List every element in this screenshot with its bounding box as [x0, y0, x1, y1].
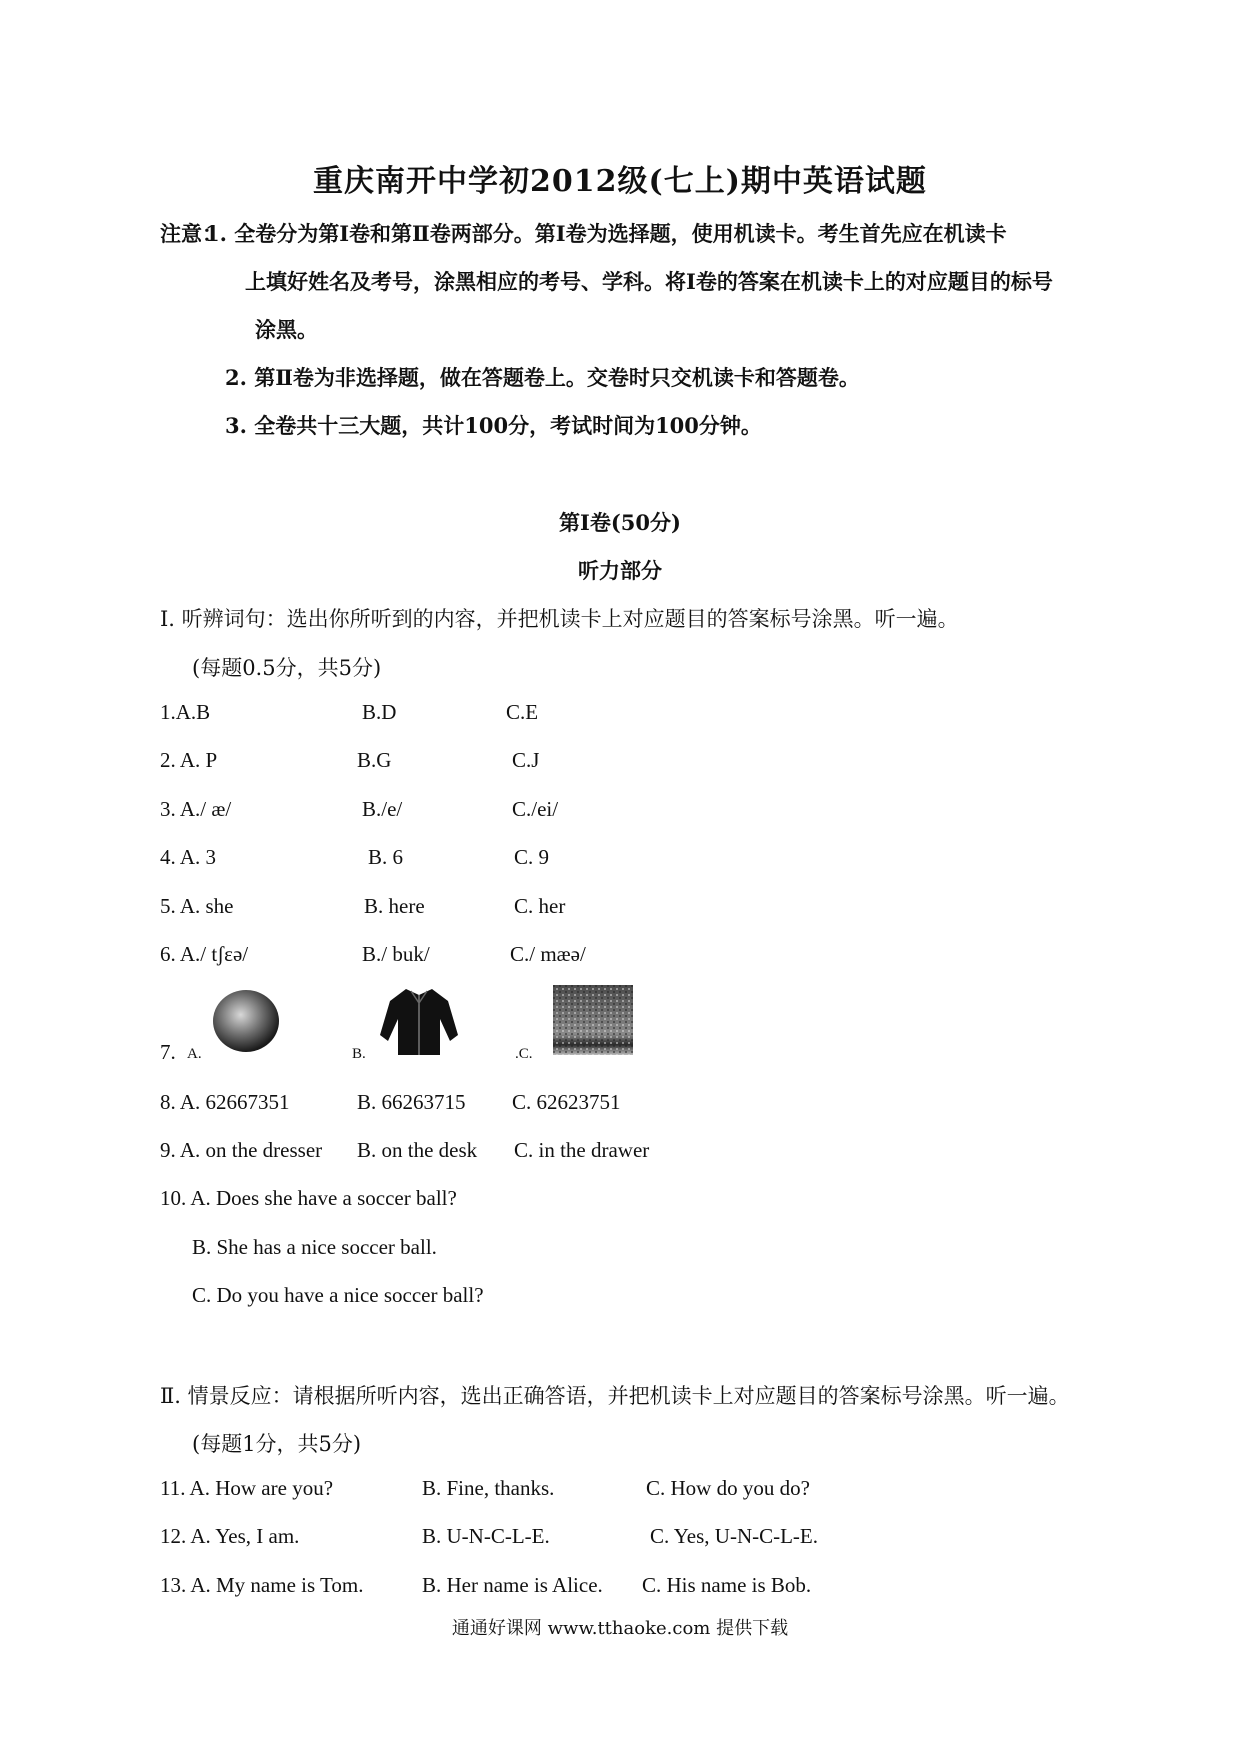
q6-option-a: 6. A./ tʃεə/ [160, 942, 249, 966]
note-1-line-2: 上填好姓名及考号，涂黑相应的考号、学科。将Ⅰ卷的答案在机读卡上的对应题目的标号 [245, 269, 1053, 294]
q13-option-a: 13. A. My name is Tom. [160, 1573, 364, 1597]
q10-option-a: 10. A. Does she have a soccer ball? [160, 1186, 457, 1210]
q2-option-c: C.J [512, 748, 540, 772]
q4-option-a: 4. A. 3 [160, 845, 217, 869]
q7-option-a-label: A. [187, 1046, 202, 1062]
q8-option-a: 8. A. 62667351 [160, 1090, 290, 1114]
q11-option-a: 11. A. How are you? [160, 1476, 334, 1500]
section-1-score: (每题0.5分，共5分) [192, 656, 382, 680]
q7-option-b-label: B. [352, 1046, 366, 1062]
q1-option-c: C.E [506, 700, 539, 724]
q12-option-b: B. U-N-C-L-E. [422, 1524, 550, 1548]
note-1-line-3: 涂黑。 [255, 317, 318, 342]
part-heading: 第Ⅰ卷(50分) [559, 510, 681, 535]
q3-option-b: B./e/ [362, 797, 403, 821]
q7-number: 7. [160, 1040, 176, 1064]
note-3: 3. 全卷共十三大题，共计100分，考试时间为100分钟。 [225, 413, 762, 438]
q2-option-b: B.G [357, 748, 392, 772]
q5-option-c: C. her [514, 894, 566, 918]
q8-option-c: C. 62623751 [512, 1090, 621, 1114]
section-2-instruction: Ⅱ. 情景反应：请根据所听内容，选出正确答语，并把机读卡上对应题目的答案标号涂黑。听一遍。 [160, 1384, 1070, 1408]
part-subheading: 听力部分 [578, 558, 662, 583]
q2-option-a: 2. A. P [160, 748, 218, 772]
q11-option-b: B. Fine, thanks. [422, 1476, 555, 1500]
q3-option-a: 3. A./ æ/ [160, 797, 232, 821]
q9-option-a: 9. A. on the dresser [160, 1138, 323, 1162]
q5-option-a: 5. A. she [160, 894, 234, 918]
page-footer: 通通好课网 www.tthaoke.com 提供下载 [451, 1618, 789, 1639]
q8-option-b: B. 66263715 [357, 1090, 466, 1114]
q11-option-c: C. How do you do? [646, 1476, 810, 1500]
notes-label: 注意： [160, 221, 223, 246]
note-1-line-1: 1. 全卷分为第Ⅰ卷和第Ⅱ卷两部分。第Ⅰ卷为选择题，使用机读卡。考生首先应在机读卡 [205, 221, 1007, 246]
section-1-instruction: I. 听辨词句：选出你所听到的内容，并把机读卡上对应题目的答案标号涂黑。听一遍。 [160, 607, 959, 631]
q6-option-b: B./ buk/ [362, 942, 430, 966]
section-2-score: (每题1分，共5分) [192, 1432, 362, 1456]
q10-option-b: B. She has a nice soccer ball. [192, 1235, 437, 1259]
q9-option-b: B. on the desk [357, 1138, 478, 1162]
q4-option-c: C. 9 [514, 845, 550, 869]
q13-option-c: C. His name is Bob. [642, 1573, 812, 1597]
q12-option-a: 12. A. Yes, I am. [160, 1524, 300, 1548]
q10-option-c: C. Do you have a nice soccer ball? [192, 1283, 484, 1307]
q4-option-b: B. 6 [368, 845, 404, 869]
q5-option-b: B. here [364, 894, 425, 918]
q1-option-b: B.D [362, 700, 397, 724]
ball-picture-icon [210, 988, 282, 1054]
q12-option-c: C. Yes, U-N-C-L-E. [650, 1524, 818, 1548]
photo-picture-icon [553, 985, 633, 1055]
note-2: 2. 第Ⅱ卷为非选择题，做在答题卷上。交卷时只交机读卡和答题卷。 [225, 365, 860, 390]
q7-option-c-label: .C. [515, 1046, 533, 1062]
q3-option-c: C./ei/ [512, 797, 559, 821]
q9-option-c: C. in the drawer [514, 1138, 650, 1162]
page-title: 重庆南开中学初2012级(七上)期中英语试题 [313, 164, 927, 199]
jacket-picture-icon [378, 985, 460, 1057]
q6-option-c: C./ mæə/ [510, 942, 586, 966]
q13-option-b: B. Her name is Alice. [422, 1573, 603, 1597]
q1-option-a: 1.A.B [160, 700, 211, 724]
